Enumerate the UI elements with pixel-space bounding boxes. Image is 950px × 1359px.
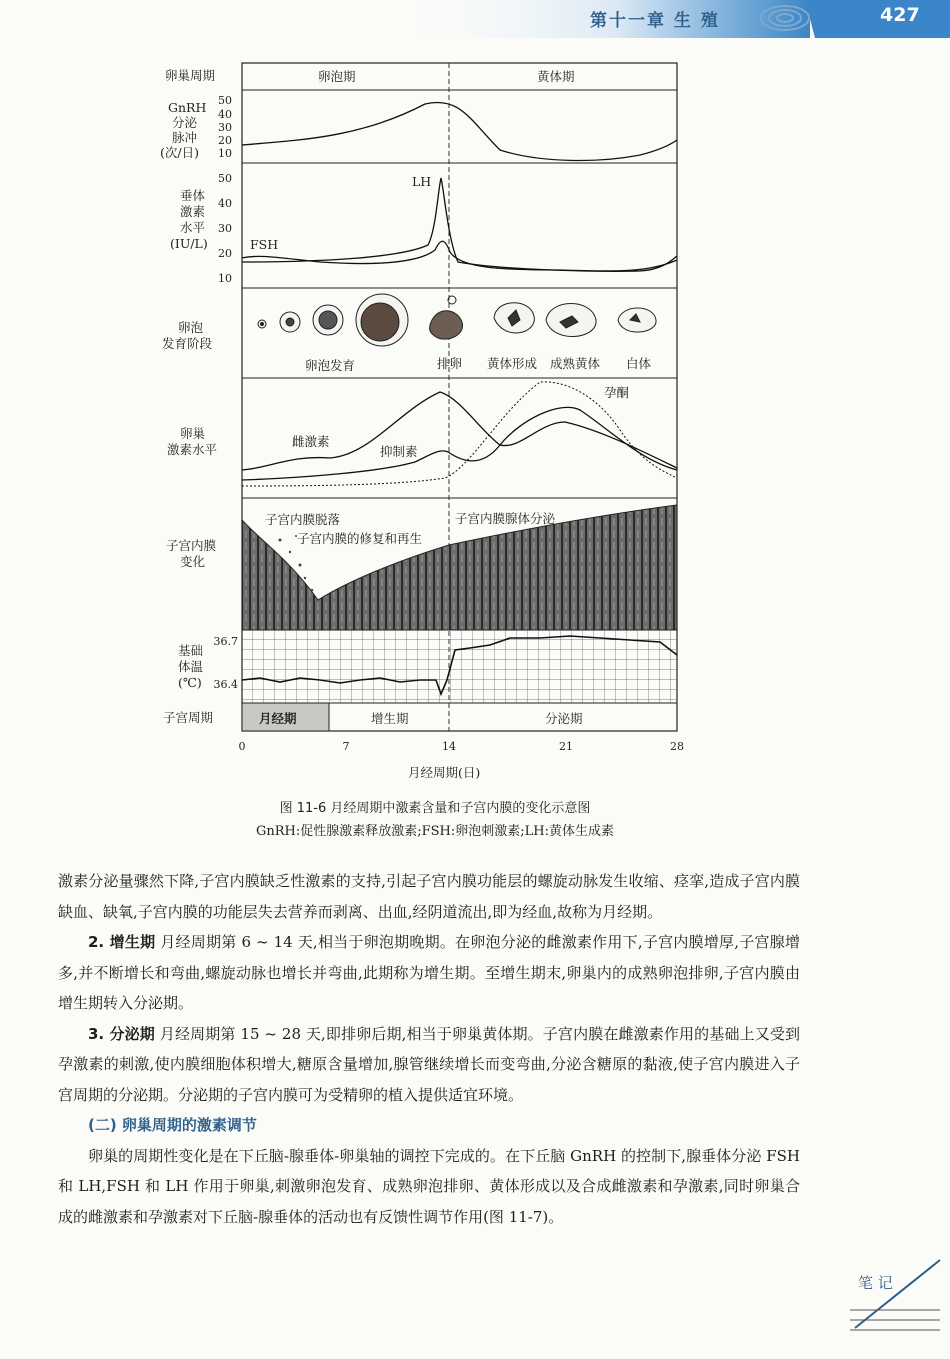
follicle-stages [258, 294, 656, 346]
svg-text:垂体: 垂体 [180, 188, 206, 203]
svg-text:0: 0 [238, 740, 246, 753]
page-number: 427 [880, 4, 920, 26]
svg-text:体温: 体温 [178, 659, 204, 674]
svg-text:脉冲: 脉冲 [172, 130, 198, 145]
figure-11-6 [0, 40, 950, 790]
label-fsh: FSH [250, 237, 279, 252]
phase-follicular: 卵泡期 [318, 69, 356, 84]
svg-text:28: 28 [670, 740, 684, 753]
paragraph-3-text: 月经周期第 15 ~ 28 天,即排卵后期,相当于卵巢黄体期。子宫内膜在雌激素作用的基础上又受到孕激素的刺激,使内膜细胞体积增大,糖原含量增加,腺管继续增长而变弯曲,分泌含糖原的黏液,使子宫内膜进入子宫周期的分泌期。分泌期的子宫内膜可为受精卵的植入提供适宜环境。 [58, 1024, 801, 1104]
label-inhibin: 抑制素 [380, 444, 418, 459]
secretory-heading: 3. 分泌期 [88, 1024, 155, 1043]
row-label-gnrh [160, 100, 206, 160]
bbt-tick-high: 36.7 [213, 635, 238, 648]
svg-text:10: 10 [218, 272, 232, 285]
svg-text:子宫内膜: 子宫内膜 [166, 538, 217, 553]
svg-text:20: 20 [218, 247, 232, 260]
paragraph-1: 激素分泌量骤然下降,子宫内膜缺乏性激素的支持,引起子宫内膜功能层的螺旋动脉发生收缩、痉挛,造成子宫内膜缺血、缺氧,子宫内膜的功能层失去营养而剥离、出血,经阴道流出,即为经血,故称为月经期。 [58, 872, 800, 921]
label-corpus-formation: 黄体形成 [487, 356, 538, 371]
label-menstrual: 月经期 [259, 711, 297, 726]
row-label-ovarian-cycle: 卵巢周期 [165, 68, 216, 83]
svg-text:发育阶段: 发育阶段 [162, 336, 213, 351]
x-axis-label: 月经周期(日) [408, 765, 481, 780]
svg-text:(次/日): (次/日) [160, 145, 199, 160]
paragraph-4: 卵巢的周期性变化是在下丘脑-腺垂体-卵巢轴的调控下完成的。在下丘脑 GnRH 的控制下,腺垂体分泌 FSH 和 LH,FSH 和 LH 作用于卵巢,刺激卵泡发育、成熟卵泡排卵、黄体形成以及合成雌激素和孕激素,同时卵巢合成的雌激素和孕激素对下丘脑-腺垂体的活动也有反馈性调节作用(图 11-7)。 [58, 1146, 800, 1226]
gnrh-curve [242, 102, 677, 160]
row-label-endometrium [166, 538, 216, 569]
label-mature-corpus: 成熟黄体 [550, 356, 601, 371]
svg-text:(IU/L): (IU/L) [170, 236, 208, 251]
label-secretory: 分泌期 [545, 711, 583, 726]
label-lh: LH [412, 174, 432, 189]
figure-caption-note: GnRH:促性腺激素释放激素;FSH:卵泡刺激素;LH:黄体生成素 [255, 824, 614, 839]
row-label-bbt [178, 643, 204, 690]
section-heading: (二) 卵巢周期的激素调节 [88, 1116, 257, 1134]
svg-text:分泌: 分泌 [172, 115, 198, 130]
svg-text:GnRH: GnRH [168, 100, 207, 115]
svg-text:激素: 激素 [180, 204, 206, 219]
svg-text:变化: 变化 [180, 554, 206, 569]
svg-text:40: 40 [218, 197, 232, 210]
svg-text:20: 20 [218, 134, 232, 147]
svg-text:基础: 基础 [178, 643, 204, 658]
bbt-tick-low: 36.4 [213, 678, 238, 691]
svg-text:30: 30 [218, 121, 232, 134]
label-endometrium-secretion: 子宫内膜腺体分泌 [455, 511, 556, 526]
fsh-curve [242, 241, 677, 271]
label-endometrium-shedding: 子宫内膜脱落 [265, 512, 341, 527]
bbt-grid [242, 630, 677, 703]
gnrh-ticks [218, 94, 232, 160]
row-label-follicle [162, 320, 213, 351]
pituitary-ticks [218, 172, 232, 285]
figure-caption: 图 11-6 月经周期中激素含量和子宫内膜的变化示意图 [279, 801, 591, 816]
svg-text:卵泡: 卵泡 [178, 320, 204, 335]
label-endometrium-repair: 子宫内膜的修复和再生 [297, 531, 423, 546]
svg-text:50: 50 [218, 172, 232, 185]
svg-text:水平: 水平 [180, 220, 206, 235]
label-ovulation: 排卵 [437, 356, 463, 371]
svg-text:激素水平: 激素水平 [167, 442, 218, 457]
svg-text:21: 21 [559, 740, 573, 753]
header-band [0, 0, 950, 40]
row-label-uterine-cycle: 子宫周期 [163, 710, 214, 725]
svg-text:卵巢: 卵巢 [180, 426, 206, 441]
svg-text:(℃): (℃) [178, 675, 202, 690]
row-label-pituitary [170, 188, 208, 251]
label-proliferative: 增生期 [371, 711, 409, 726]
label-corpus-albicans: 白体 [626, 356, 652, 371]
svg-text:40: 40 [218, 108, 232, 121]
svg-text:50: 50 [218, 94, 232, 107]
chapter-title: 第十一章 生 殖 [590, 11, 720, 31]
phase-luteal: 黄体期 [537, 69, 575, 84]
proliferative-heading: 2. 增生期 [88, 933, 156, 951]
svg-text:30: 30 [218, 222, 232, 235]
svg-text:7: 7 [342, 740, 350, 753]
label-progesterone: 孕酮 [604, 385, 630, 400]
margin-note-label: 笔 记 [858, 1274, 893, 1292]
paragraph-3 [58, 1019, 800, 1111]
x-ticks [239, 740, 685, 753]
label-follicle-development: 卵泡发育 [305, 358, 356, 373]
body-text [58, 866, 800, 1232]
label-estrogen: 雌激素 [292, 434, 330, 449]
row-label-ovarian-hormone [167, 426, 217, 457]
svg-text:14: 14 [442, 740, 456, 753]
paragraph-2 [58, 927, 800, 1019]
svg-text:10: 10 [218, 147, 232, 160]
lh-curve [242, 178, 677, 271]
notebook-pen-icon [845, 1250, 945, 1340]
paragraph-2-text: 月经周期第 6 ~ 14 天,相当于卵泡期晚期。在卵泡分泌的雌激素作用下,子宫内膜增厚,子宫腺增多,并不断增长和弯曲,螺旋动脉也增长并弯曲,此期称为增生期。至增生期末,卵巢内的成熟卵泡排卵,子宫内膜由增生期转入分泌期。 [58, 933, 801, 1012]
